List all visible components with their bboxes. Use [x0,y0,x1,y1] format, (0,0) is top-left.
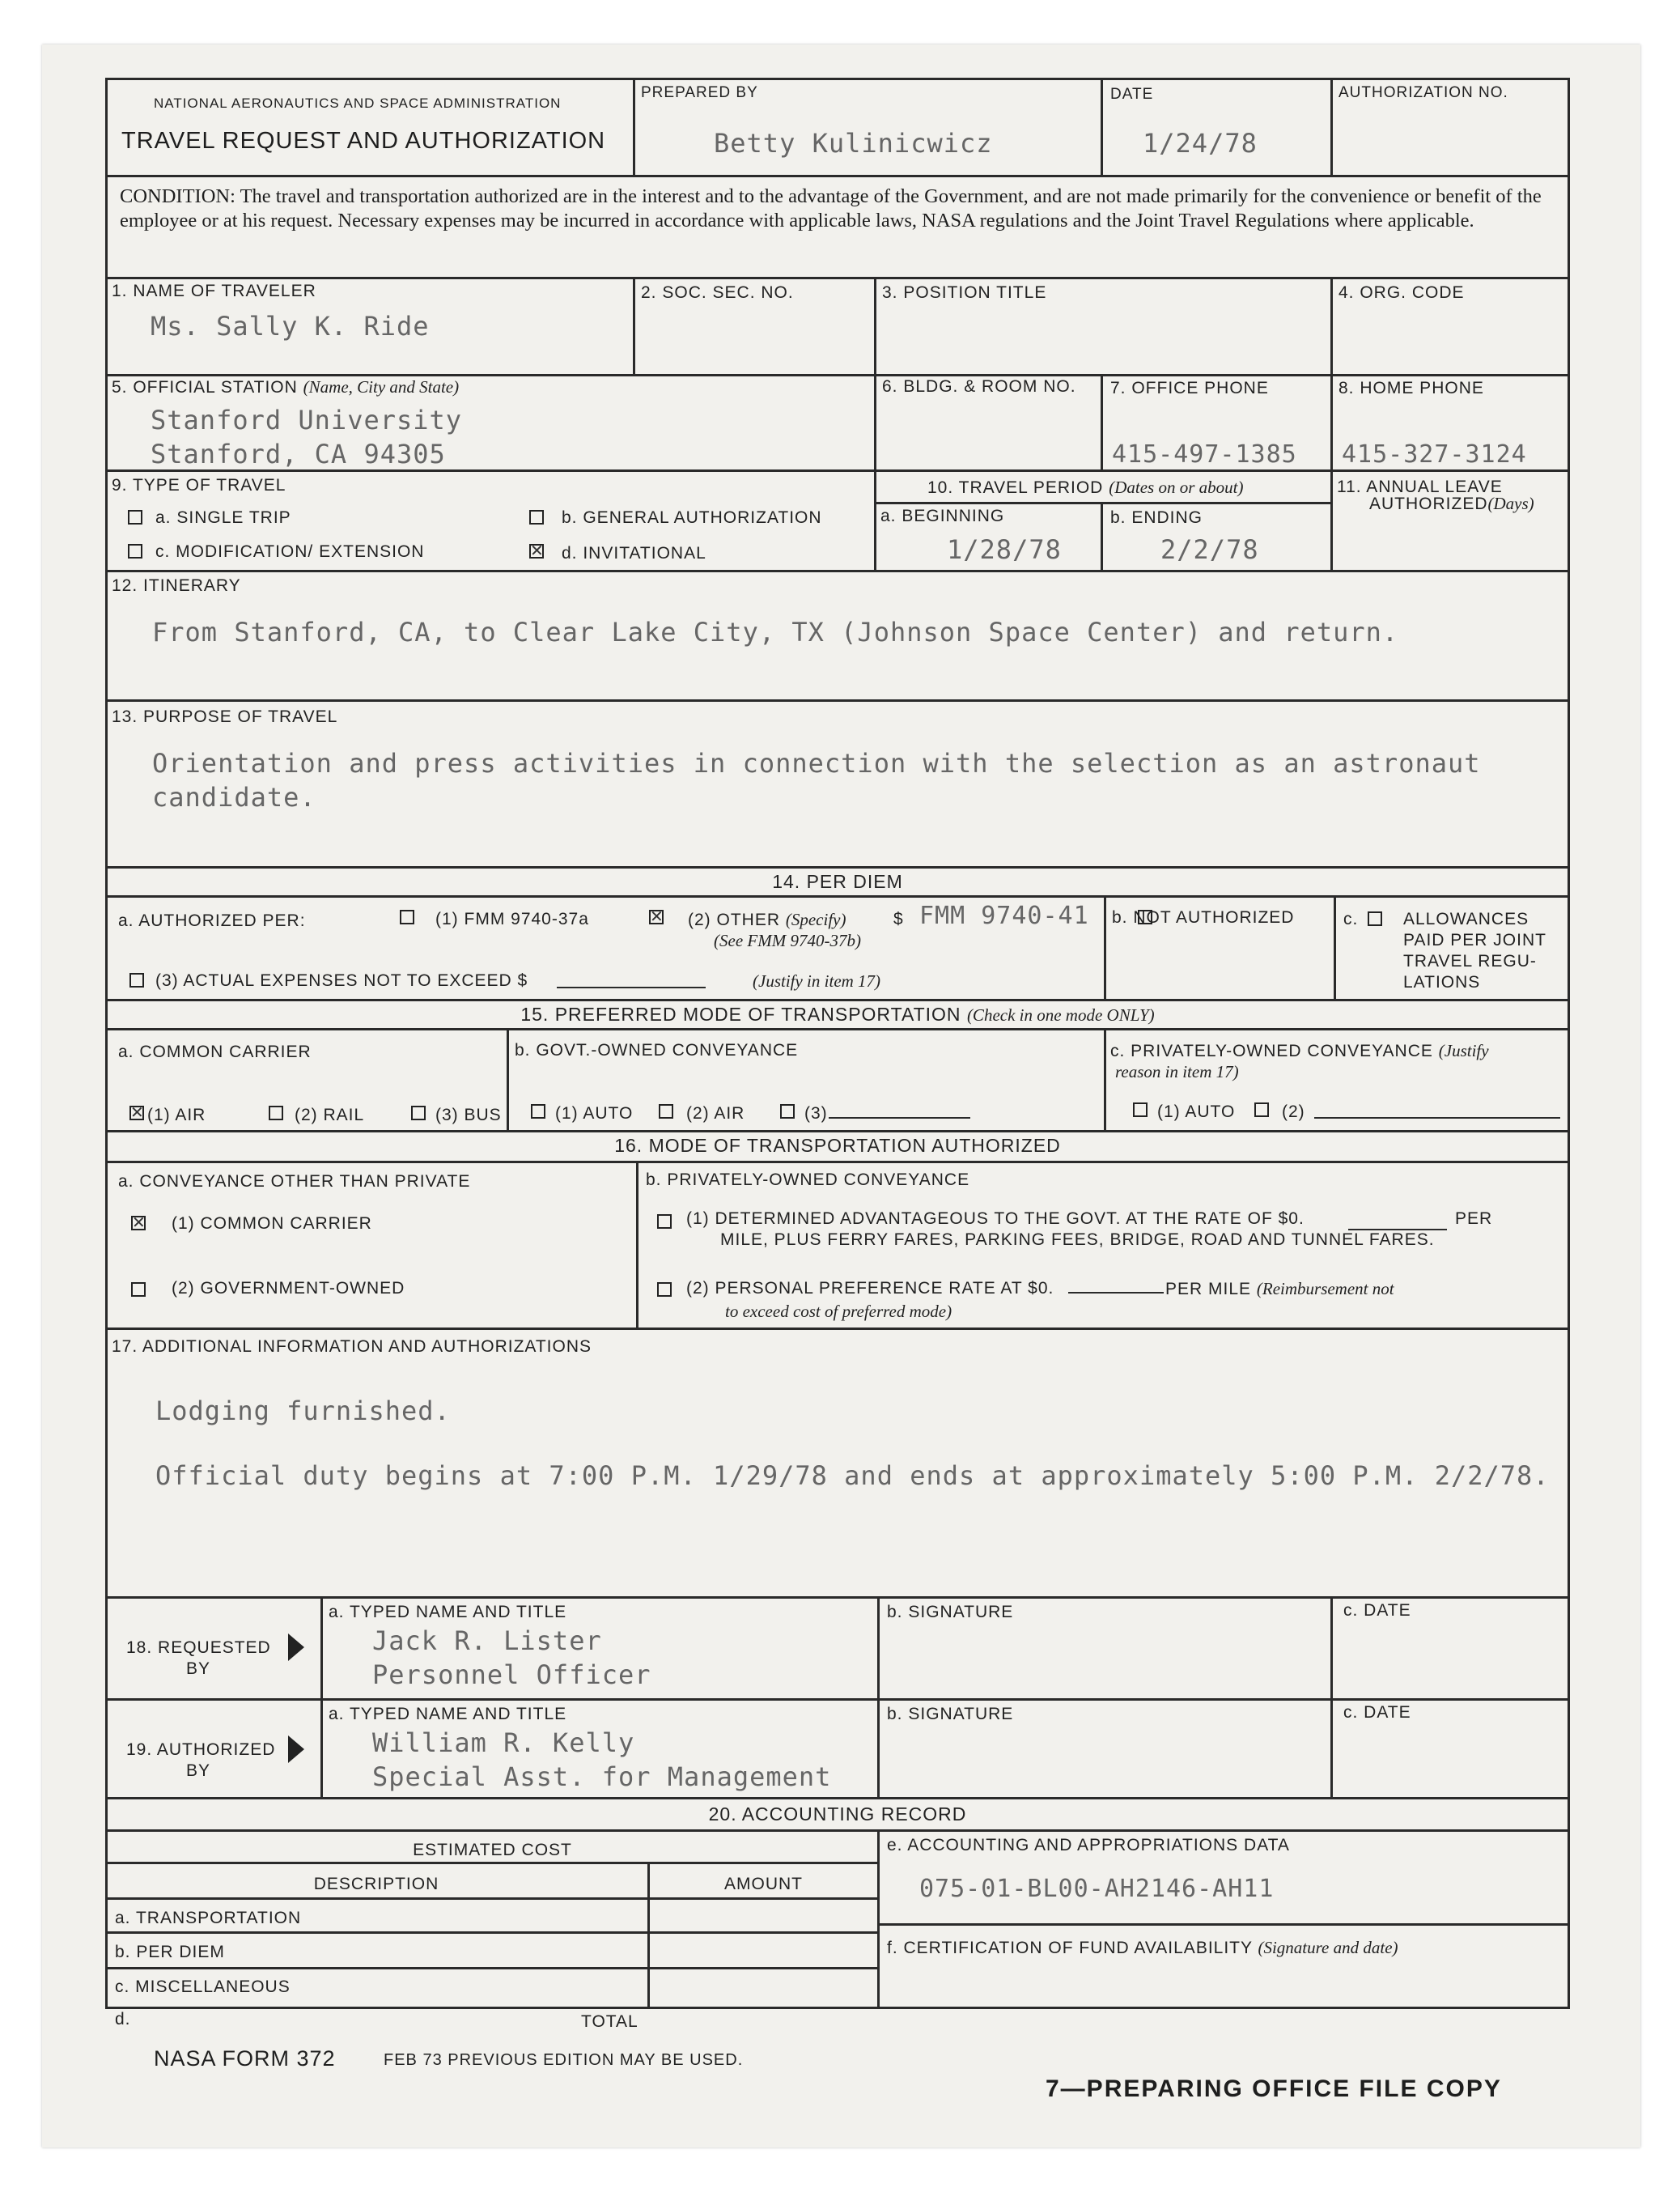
other-per-diem-checkbox[interactable] [649,910,664,924]
personal-preference-per-mile: PER MILE (Reimbursement not [1165,1279,1394,1298]
govt-owned-label: b. GOVT.-OWNED CONVEYANCE [515,1041,799,1060]
office-phone-label: 7. OFFICE PHONE [1110,379,1269,397]
personal-preference-checkbox[interactable] [657,1282,672,1297]
authorized-name[interactable]: William R. Kelly [372,1727,635,1758]
requested-arrow-icon [288,1633,304,1661]
allowances-line-2: PAID PER JOINT [1403,931,1546,949]
annual-leave-label-1: 11. ANNUAL LEAVE [1337,478,1503,496]
general-authorization-label: b. GENERAL AUTHORIZATION [562,508,822,527]
other-dollar-sign: $ [893,910,904,928]
name-of-traveler-label: 1. NAME OF TRAVELER [112,282,316,300]
single-trip-checkbox[interactable] [128,510,142,525]
estimated-cost-label: ESTIMATED COST [413,1841,572,1859]
authorized-date-label: c. DATE [1343,1703,1411,1722]
personal-preference-line-2: to exceed cost of preferred mode) [725,1302,952,1321]
advantageous-per: PER [1455,1209,1493,1228]
itinerary-text[interactable]: From Stanford, CA, to Clear Lake City, TX (Johnson Space Center) and return. [152,617,1399,648]
advantageous-line-1: (1) DETERMINED ADVANTAGEOUS TO THE GOVT. AT THE RATE OF $0. [686,1209,1305,1228]
date-label: DATE [1110,86,1154,103]
type-of-travel-label: 9. TYPE OF TRAVEL [112,476,286,495]
office-phone-value[interactable]: 415-497-1385 [1112,440,1297,469]
name-of-traveler-value[interactable]: Ms. Sally K. Ride [151,311,430,342]
description-header: DESCRIPTION [313,1875,439,1893]
allowances-line-4: LATIONS [1403,973,1481,992]
govt-owned-auth-label: (2) GOVERNMENT-OWNED [172,1279,405,1298]
authorized-by-label: 19. AUTHORIZED [126,1740,276,1759]
form-number: NASA FORM 372 [154,2046,336,2071]
total-label: TOTAL [581,2012,638,2031]
govt-auto-label: (1) AUTO [555,1104,634,1123]
justify-note: (Justify in item 17) [753,971,881,991]
beginning-label: a. BEGINNING [880,507,1005,525]
requested-signature-label: b. SIGNATURE [887,1603,1014,1621]
modification-extension-checkbox[interactable] [128,544,142,559]
bus-label: (3) BUS [435,1106,502,1124]
authorized-name-title-label: a. TYPED NAME AND TITLE [329,1705,567,1723]
authorized-by-label-2: BY [186,1761,211,1780]
govt-air-label: (2) AIR [686,1104,745,1123]
form-paper [42,45,1640,2147]
appropriations-value[interactable]: 075-01-BL00-AH2146-AH11 [919,1875,1275,1903]
modification-extension-label: c. MODIFICATION/ EXTENSION [155,542,425,561]
fmm-37a-label: (1) FMM 9740-37a [435,910,589,928]
annual-leave-label-2: AUTHORIZED(Days) [1369,494,1534,513]
miscellaneous-label: c. MISCELLANEOUS [115,1977,291,1996]
agency-name: NATIONAL AERONAUTICS AND SPACE ADMINISTRATION [154,96,562,111]
transportation-label: a. TRANSPORTATION [115,1909,302,1927]
travel-period-label: 10. TRAVEL PERIOD (Dates on or about) [927,478,1244,497]
allowances-checkbox[interactable] [1368,911,1382,926]
purpose-line-1[interactable]: Orientation and press activities in connection with the selection as an astronaut [152,748,1481,779]
prepared-by-label: PREPARED BY [641,84,758,101]
actual-expenses-checkbox[interactable] [129,973,144,988]
rail-label: (2) RAIL [295,1106,365,1124]
requested-date-label: c. DATE [1343,1601,1411,1620]
additional-info-label: 17. ADDITIONAL INFORMATION AND AUTHORIZATIONS [112,1337,592,1356]
additional-info-line-1[interactable]: Lodging furnished. [155,1395,451,1426]
invitational-label: d. INVITATIONAL [562,544,706,563]
govt-owned-auth-checkbox[interactable] [131,1282,146,1297]
per-diem-cost-label: b. PER DIEM [115,1943,225,1961]
rail-checkbox[interactable] [269,1106,283,1120]
private-auto-checkbox[interactable] [1133,1102,1148,1117]
privately-owned-note: reason in item 17) [1115,1062,1239,1081]
requested-by-label: 18. REQUESTED [126,1638,271,1657]
itinerary-label: 12. ITINERARY [112,576,241,595]
govt-other-checkbox[interactable] [780,1104,795,1119]
additional-info-line-2[interactable]: Official duty begins at 7:00 P.M. 1/29/78 and ends at approximately 5:00 P.M. 2/2/78. [155,1460,1550,1491]
home-phone-label: 8. HOME PHONE [1338,379,1484,397]
allowances-prefix: c. [1343,910,1359,928]
general-authorization-checkbox[interactable] [529,510,544,525]
common-carrier-label: a. COMMON CARRIER [118,1043,312,1061]
authorized-arrow-icon [288,1735,304,1763]
private-other-label: (2) [1282,1102,1305,1121]
authorized-signature-label: b. SIGNATURE [887,1705,1014,1723]
actual-expenses-label: (3) ACTUAL EXPENSES NOT TO EXCEED $ [155,971,528,990]
bus-checkbox[interactable] [411,1106,426,1120]
purpose-label: 13. PURPOSE OF TRAVEL [112,707,338,726]
condition-text: CONDITION: The travel and transportation authorized are in the interest and to the advantage of the Government, and are not made primarily for the convenience or benefit of the employee or at his request. Necessary expenses may be incurred in accordance with applicable laws, NASA regulations and the Joint Travel Regulations where applicable. [120,185,1542,232]
appropriations-label: e. ACCOUNTING AND APPROPRIATIONS DATA [887,1836,1290,1854]
requested-name[interactable]: Jack R. Lister [372,1625,602,1656]
requested-title[interactable]: Personnel Officer [372,1659,651,1690]
ending-date[interactable]: 2/2/78 [1160,534,1259,565]
prepared-by-value[interactable]: Betty Kulinicwicz [714,128,993,159]
file-copy-label: 7—PREPARING OFFICE FILE COPY [1046,2075,1502,2102]
govt-auto-checkbox[interactable] [531,1104,545,1119]
requested-by-label-2: BY [186,1659,211,1678]
per-diem-title: 14. PER DIEM [772,871,903,892]
private-other-checkbox[interactable] [1254,1102,1269,1117]
org-code-label: 4. ORG. CODE [1338,283,1465,302]
home-phone-value[interactable]: 415-327-3124 [1342,440,1527,469]
common-carrier-auth-label: (1) COMMON CARRIER [172,1214,372,1233]
single-trip-label: a. SINGLE TRIP [155,508,291,527]
official-station-line-2[interactable]: Stanford, CA 94305 [151,439,446,469]
advantageous-line-2: MILE, PLUS FERRY FARES, PARKING FEES, BRIDGE, ROAD AND TUNNEL FARES. [720,1230,1435,1249]
amount-header: AMOUNT [724,1875,803,1893]
mode-authorized-title: 16. MODE OF TRANSPORTATION AUTHORIZED [614,1135,1061,1156]
air-checkbox[interactable] [129,1106,144,1120]
govt-other-label: (3) [804,1104,828,1123]
ssn-label: 2. SOC. SEC. NO. [641,283,794,302]
date-value[interactable]: 1/24/78 [1143,128,1258,159]
other-than-private-label: a. CONVEYANCE OTHER THAN PRIVATE [118,1172,471,1191]
advantageous-checkbox[interactable] [657,1214,672,1229]
other-per-diem-value[interactable]: FMM 9740-41 [919,902,1089,930]
not-authorized-label: b. NOT AUTHORIZED [1112,908,1295,927]
govt-air-checkbox[interactable] [659,1104,673,1119]
preferred-mode-title: 15. PREFERRED MODE OF TRANSPORTATION (Check in one mode ONLY) [520,1004,1155,1025]
invitational-checkbox[interactable] [529,544,544,559]
authorization-no-label: AUTHORIZATION NO. [1338,84,1508,101]
see-fmm-note: (See FMM 9740-37b) [714,931,861,950]
other-per-diem-label: (2) OTHER (Specify) [688,910,846,929]
fmm-37a-checkbox[interactable] [400,910,414,924]
edition-note: FEB 73 PREVIOUS EDITION MAY BE USED. [384,2051,744,2069]
purpose-line-2[interactable]: candidate. [152,782,316,813]
authorized-per-label: a. AUTHORIZED PER: [118,911,306,930]
allowances-line-1: ALLOWANCES [1403,910,1529,928]
beginning-date[interactable]: 1/28/78 [947,534,1062,565]
private-auto-label: (1) AUTO [1157,1102,1236,1121]
position-title-label: 3. POSITION TITLE [882,283,1047,302]
form-title: TRAVEL REQUEST AND AUTHORIZATION [121,128,606,154]
air-label: (1) AIR [147,1106,206,1124]
certification-label: f. CERTIFICATION OF FUND AVAILABILITY (Signature and date) [887,1938,1398,1957]
official-station-label: 5. OFFICIAL STATION (Name, City and State) [112,377,460,397]
official-station-line-1[interactable]: Stanford University [151,405,463,435]
authorized-title[interactable]: Special Asst. for Management [372,1761,832,1792]
accounting-record-title: 20. ACCOUNTING RECORD [708,1803,967,1825]
personal-preference-line-1: (2) PERSONAL PREFERENCE RATE AT $0. [686,1279,1054,1298]
line-d-label: d. [115,2010,131,2028]
requested-name-title-label: a. TYPED NAME AND TITLE [329,1603,567,1621]
privately-owned-label: c. PRIVATELY-OWNED CONVEYANCE (Justify [1110,1041,1489,1060]
common-carrier-auth-checkbox[interactable] [131,1216,146,1230]
allowances-line-3: TRAVEL REGU- [1403,952,1537,971]
privately-owned-auth-label: b. PRIVATELY-OWNED CONVEYANCE [646,1170,970,1189]
bldg-room-label: 6. BLDG. & ROOM NO. [882,377,1076,396]
ending-label: b. ENDING [1110,508,1203,527]
